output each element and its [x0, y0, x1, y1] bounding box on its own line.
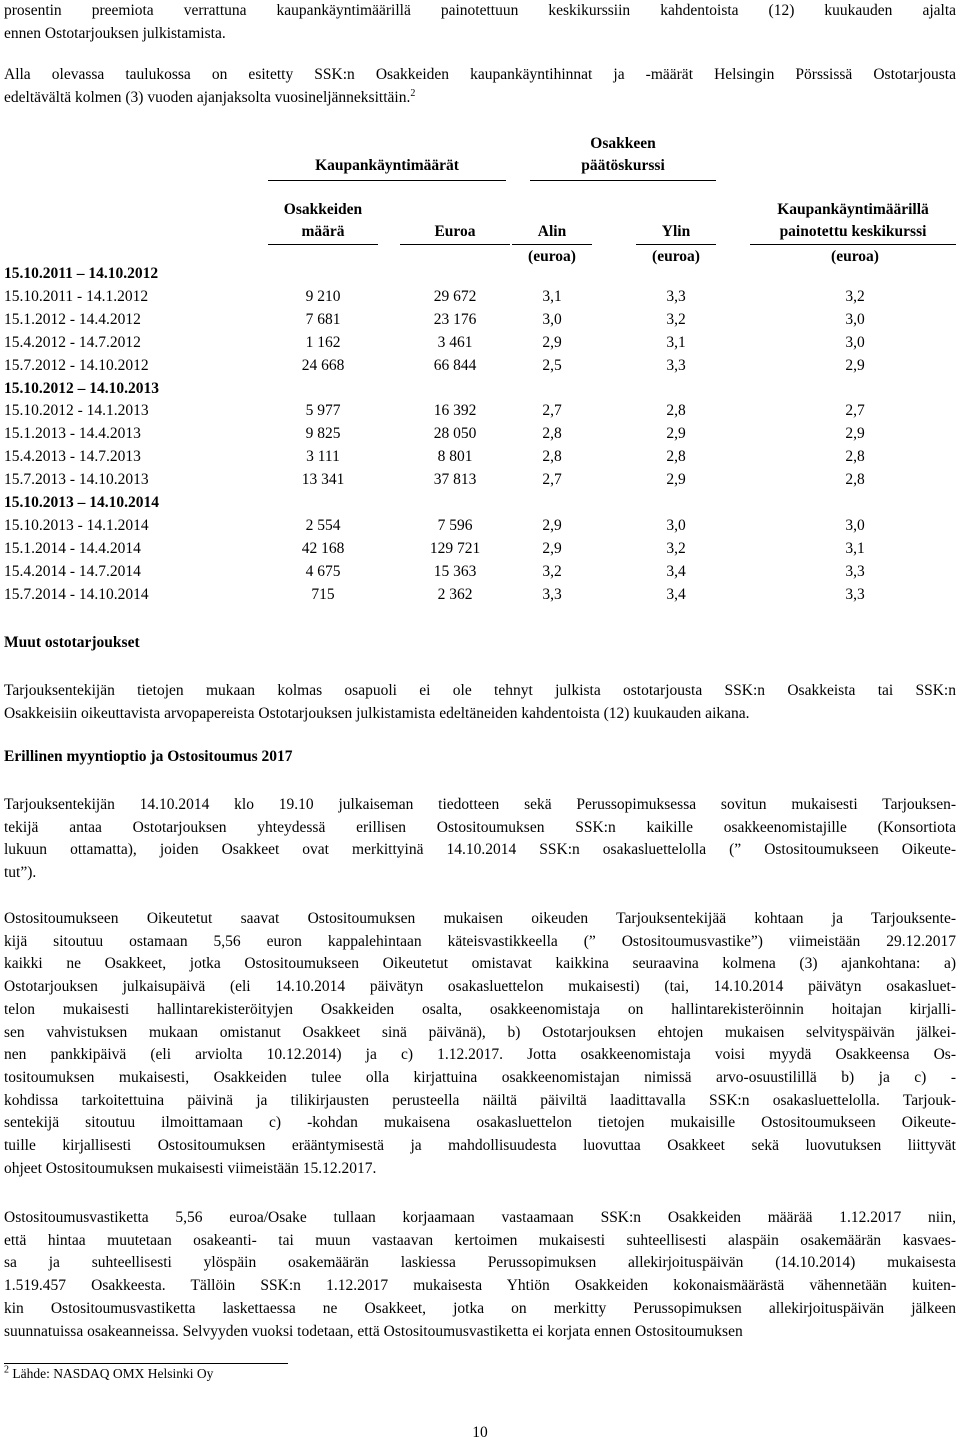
- cell-shares: 715: [311, 585, 335, 603]
- text-fragment: edeltävältä kolmen (3) vuoden ajanjaksolta vuosineljänneksittäin.: [4, 88, 411, 106]
- page-number: 10: [472, 1424, 488, 1441]
- table-row: [0, 471, 960, 494]
- cell-vwap: 3,0: [845, 310, 865, 328]
- text-line: sa ja suhteellisesti ylöspäin osakemäärän laskiessa Perussopimuksen allekirjoituspäivän (14.10.2014) mukaisesta: [4, 1254, 956, 1272]
- table-group-row: [0, 494, 960, 517]
- cell-shares: 42 168: [301, 539, 345, 557]
- cell-shares: 7 681: [305, 310, 341, 328]
- cell-vwap: 3,1: [845, 539, 865, 557]
- cell-high: 3,1: [666, 333, 686, 351]
- cell-low: 2,9: [542, 333, 562, 351]
- intro-paragraph-1: [4, 0, 956, 45]
- text-line: suunnatuissa osakeanneissa. Selvyyden vuoksi todetaan, että Ostositoumusvastiketta ei korjata ennen Ostositoumuksen: [4, 1322, 743, 1340]
- put-option-paragraph-2: [4, 908, 956, 1180]
- table-row: [0, 334, 960, 357]
- cell-vwap: 2,9: [845, 356, 865, 374]
- cell-shares: 13 341: [301, 471, 345, 489]
- column-header-low: Alin: [537, 223, 567, 240]
- footnote-separator: [4, 1363, 288, 1364]
- header-trading-volumes: Kaupankäyntimäärät: [315, 157, 459, 174]
- cell-low: 3,3: [542, 585, 562, 603]
- cell-low: 2,8: [542, 448, 562, 466]
- table-row: [0, 357, 960, 380]
- cell-high: 3,2: [666, 539, 686, 557]
- text-line: sen vahvistuksen mukaan omistanut Osakkeet sinä päivänä), b) Ostotarjouksen ehtojen mukaisen selvityspäivän jälkei-: [4, 1023, 956, 1041]
- header-line: määrä: [301, 223, 345, 240]
- header-underline: [268, 244, 378, 245]
- cell-period: 15.4.2013 - 14.7.2013: [4, 448, 141, 466]
- cell-low: 3,0: [542, 310, 562, 328]
- cell-high: 2,8: [666, 402, 686, 420]
- cell-euro: 29 672: [433, 287, 477, 305]
- table-row: [0, 448, 960, 471]
- cell-shares: 1 162: [305, 333, 341, 351]
- cell-period: 15.4.2012 - 14.7.2012: [4, 333, 141, 351]
- cell-shares: 5 977: [305, 402, 341, 420]
- text-line: prosentin preemiota verrattuna kaupankäyntimäärillä painotettuun keskikurssiin kahdentoista (12) kuukauden ajalta: [4, 2, 956, 19]
- cell-euro: 16 392: [433, 402, 477, 420]
- cell-low: 3,1: [542, 287, 562, 305]
- cell-low: 2,8: [542, 425, 562, 443]
- header-line: Osakkeiden: [283, 201, 363, 218]
- cell-euro: 66 844: [433, 356, 477, 374]
- table-group-row: [0, 265, 960, 288]
- header-underline: [268, 180, 506, 181]
- cell-euro: 8 801: [437, 448, 473, 466]
- text-line: kin Ostositoumusvastiketta laskettaessa ne Osakkeet, jotka on merkitty Perussopimuksen allekirjoituspäivän jälkeen: [4, 1299, 956, 1317]
- text-line: Alla olevassa taulukossa on esitetty SSK:n Osakkeiden kaupankäyntihinnat ja -määrät Helsingin Pörssissä Ostotarjousta: [4, 66, 956, 83]
- text-line: Tarjouksentekijän tietojen mukaan kolmas osapuoli ei ole tehnyt julkista ostotarjousta SSK:n Osakkeista tai SSK:n: [4, 682, 956, 699]
- header-underline: [400, 244, 510, 245]
- text-line: tuille kirjallisesti Ostositoumuksen erääntymisestä ja mahdollisuudesta luovuttaa Osakkeet sekä luovutuksen liittyvät: [4, 1137, 956, 1155]
- text-line: Ostotarjouksen julkaisupäivä (eli 14.10.2014 päivätyn osakasluettelon mukaisesti) (tai, 14.10.2014 päivätyn osakasluet-: [4, 978, 956, 996]
- cell-period: 15.1.2012 - 14.4.2012: [4, 310, 141, 328]
- column-header-vwap: [750, 199, 956, 243]
- header-underline: [512, 244, 592, 245]
- cell-period: 15.10.2013 - 14.1.2014: [4, 516, 149, 534]
- cell-period: 15.1.2014 - 14.4.2014: [4, 539, 141, 557]
- cell-high: 3,2: [666, 310, 686, 328]
- other-offers-paragraph: [4, 680, 956, 725]
- header-underline: [750, 244, 956, 245]
- intro-paragraph-2: [4, 64, 956, 109]
- header-line: Kaupankäyntimäärillä: [777, 201, 929, 218]
- cell-vwap: 3,3: [845, 585, 865, 603]
- table-row: [0, 563, 960, 586]
- column-header-shares: [268, 199, 378, 243]
- text-line: Ostositoumukseen Oikeutetut saavat Ostositoumuksen mukaisen oikeuden Tarjouksentekijää kohtaan ja Tarjouksente-: [4, 910, 956, 927]
- cell-period: 15.10.2012 - 14.1.2013: [4, 402, 149, 420]
- text-line: 1.519.457 Osakkeesta. Tällöin SSK:n 1.12.2017 mukaisesta Yhtiön Osakkeiden kokonaismäärästä vähennetään kuiten-: [4, 1277, 956, 1295]
- cell-low: 3,2: [542, 562, 562, 580]
- text-line: tekijä antaa Ostotarjouksen yhteydessä erillisen Ostositoumuksen SSK:n kaikille osakkeenomistajille (Konsortiota: [4, 818, 956, 836]
- text-line: sentekijä sitoutuu ilmoittamaan c) -kohdan mukaisena osakasluettelon tietojen mukaisille Ostositoumukseen Oikeute-: [4, 1114, 956, 1132]
- text-line: tut”).: [4, 864, 37, 882]
- cell-low: 2,5: [542, 356, 562, 374]
- text-line: [4, 87, 956, 110]
- put-option-paragraph-3: [4, 1207, 956, 1343]
- table-row: [0, 402, 960, 425]
- cell-vwap: 2,7: [845, 402, 865, 420]
- table-row: [0, 288, 960, 311]
- cell-period: 15.10.2012 – 14.10.2013: [4, 379, 159, 397]
- cell-euro: 23 176: [433, 310, 477, 328]
- cell-vwap: 3,2: [845, 287, 865, 305]
- text-line: kaikki ne Osakkeet, jotka Ostositoumukseen Oikeutetut omistavat kaikkina seuraavina kolmena (3) ajankohtana: a): [4, 955, 956, 973]
- table-group-row: [0, 380, 960, 403]
- unit-vwap: (euroa): [831, 248, 879, 265]
- text-line: Tarjouksentekijän 14.10.2014 klo 19.10 julkaiseman tiedotteen sekä Perussopimuksessa sovitun mukaisesti Tarjouksen-: [4, 796, 956, 813]
- cell-low: 2,9: [542, 539, 562, 557]
- section-heading-put-option: Erillinen myyntioptio ja Ostositoumus 2017: [4, 748, 293, 765]
- cell-vwap: 2,9: [845, 425, 865, 443]
- cell-vwap: 3,0: [845, 333, 865, 351]
- text-line: nen pankkipäivä (eli arviolta 10.12.2014) ja c) 1.12.2017. Jotta osakkeenomistaja voisi myydä Osakkeensa Os-: [4, 1046, 956, 1064]
- cell-euro: 15 363: [433, 562, 477, 580]
- footnote-text: Lähde: NASDAQ OMX Helsinki Oy: [12, 1366, 214, 1381]
- cell-euro: 2 362: [437, 585, 473, 603]
- column-header-high: Ylin: [661, 223, 691, 240]
- text-line: että hintaa muutetaan osakeanti- tai muun vastaavan kertoimen mukaisesti suhteellisesti alaspäin osakemäärän kasvaes-: [4, 1231, 956, 1249]
- text-line: kijä sitoutuu ostamaan 5,56 euron kappalehintaan käteisvastikkeella (” Ostositoumusvastike”) viimeistään 29.12.2017: [4, 932, 956, 950]
- text-line: telon mukaisesti hallintarekisteröityjen Osakkeiden osalta, osakkeenomistaja on hallintarekisteröinnin hoitajan kirjalli-: [4, 1000, 956, 1018]
- cell-low: 2,7: [542, 471, 562, 489]
- cell-shares: 4 675: [305, 562, 341, 580]
- header-line: Osakkeen: [590, 135, 656, 152]
- cell-high: 3,3: [666, 287, 686, 305]
- text-line: kohdissa tarkoitettuina päivinä ja tilikirjausten perusteella näiltä päiviltä laadittavalla SSK:n osakasluettelolla. Tarjouk-: [4, 1091, 956, 1109]
- unit-low: (euroa): [528, 248, 576, 265]
- table-row: [0, 586, 960, 609]
- cell-euro: 3 461: [437, 333, 473, 351]
- text-line: ennen Ostotarjouksen julkistamista.: [4, 24, 226, 42]
- cell-low: 2,7: [542, 402, 562, 420]
- table-row: [0, 311, 960, 334]
- cell-high: 3,3: [666, 356, 686, 374]
- cell-shares: 9 825: [305, 425, 341, 443]
- header-line: painotettu keskikurssi: [779, 223, 927, 240]
- cell-shares: 2 554: [305, 516, 341, 534]
- unit-high: (euroa): [652, 248, 700, 265]
- text-line: tositoumuksen mukaisesti, Osakkeiden tulee olla kirjattuina osakkeenomistajan nimissä arvo-osuustilillä b) ja c) -: [4, 1068, 956, 1086]
- cell-period: 15.4.2014 - 14.7.2014: [4, 562, 141, 580]
- table-row: [0, 517, 960, 540]
- text-line: lukuun ottamatta), joiden Osakkeet ovat merkittyinä 14.10.2014 SSK:n osakasluettelolla (” Ostositoumukseen Oikeute-: [4, 841, 956, 859]
- header-closing-price: [530, 133, 716, 177]
- cell-shares: 24 668: [301, 356, 345, 374]
- text-line: Ostositoumusvastiketta 5,56 euroa/Osake tullaan korjaamaan vastaamaan SSK:n Osakkeiden määrää 1.12.2017 niin,: [4, 1209, 956, 1226]
- cell-high: 3,4: [666, 562, 686, 580]
- cell-euro: 129 721: [429, 539, 481, 557]
- cell-period: 15.7.2014 - 14.10.2014: [4, 585, 149, 603]
- cell-period: 15.10.2013 – 14.10.2014: [4, 494, 159, 511]
- cell-vwap: 2,8: [845, 448, 865, 466]
- column-header-euro: Euroa: [434, 223, 476, 240]
- cell-vwap: 3,0: [845, 516, 865, 534]
- put-option-paragraph-1: [4, 794, 956, 885]
- header-underline: [530, 180, 716, 181]
- cell-vwap: 2,8: [845, 471, 865, 489]
- cell-vwap: 3,3: [845, 562, 865, 580]
- table-row: [0, 540, 960, 563]
- cell-low: 2,9: [542, 516, 562, 534]
- text-line: Osakkeisiin oikeuttavista arvopapereista Ostotarjouksen julkistamista edeltäneiden kahdentoista (12) kuukauden aikana.: [4, 704, 750, 722]
- header-line: päätöskurssi: [581, 157, 665, 174]
- cell-period: 15.7.2013 - 14.10.2013: [4, 471, 149, 489]
- header-underline: [636, 244, 716, 245]
- cell-high: 3,4: [666, 585, 686, 603]
- text-line: ohjeet Ostositoumuksen mukaisesti viimeistään 15.12.2017.: [4, 1159, 377, 1177]
- cell-high: 2,9: [666, 425, 686, 443]
- cell-period: 15.10.2011 – 14.10.2012: [4, 265, 159, 282]
- cell-euro: 7 596: [437, 516, 473, 534]
- cell-euro: 28 050: [433, 425, 477, 443]
- cell-period: 15.10.2011 - 14.1.2012: [4, 287, 149, 305]
- cell-high: 2,9: [666, 471, 686, 489]
- footnote: [4, 1366, 213, 1382]
- footnote-reference: 2: [410, 87, 416, 99]
- footnote-number: 2: [4, 1364, 9, 1376]
- cell-high: 3,0: [666, 516, 686, 534]
- cell-high: 2,8: [666, 448, 686, 466]
- section-heading-other-offers: Muut ostotarjoukset: [4, 634, 140, 651]
- cell-period: 15.1.2013 - 14.4.2013: [4, 425, 141, 443]
- cell-shares: 9 210: [305, 287, 341, 305]
- cell-period: 15.7.2012 - 14.10.2012: [4, 356, 149, 374]
- cell-shares: 3 111: [306, 448, 340, 466]
- cell-euro: 37 813: [433, 471, 477, 489]
- table-row: [0, 425, 960, 448]
